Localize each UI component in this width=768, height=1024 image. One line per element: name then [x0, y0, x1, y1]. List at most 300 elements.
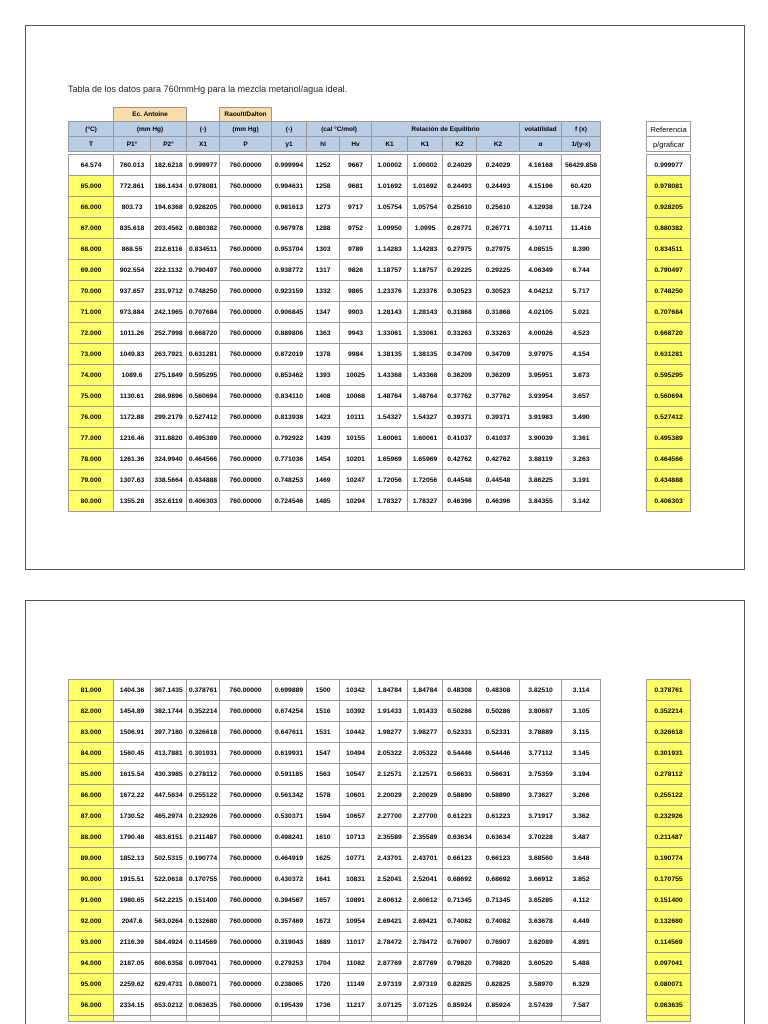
cell-pressure: 760.00000 [220, 239, 272, 260]
cell-k1-repeat: 2.35589 [408, 827, 443, 848]
cell-y1: 0.938772 [272, 260, 307, 281]
table-row [69, 260, 691, 281]
cell-temperature: 85.000 [69, 764, 114, 785]
cell-fx: 3.487 [562, 827, 601, 848]
cell-reference: 0.495389 [647, 428, 691, 449]
spacer-cell [601, 428, 647, 449]
cell-x1: 0.278112 [187, 764, 220, 785]
cell-p2-vapor-pressure: 352.6119 [151, 491, 187, 512]
spacer-cell [601, 722, 647, 743]
cell-pressure: 760.00000 [220, 197, 272, 218]
cell-reference: 0.560694 [647, 386, 691, 407]
cell-pressure: 760.00000 [220, 848, 272, 869]
cell-y1: 0.771036 [272, 449, 307, 470]
cell-temperature: 93.000 [69, 932, 114, 953]
cell-k1: 1.18757 [372, 260, 408, 281]
cell-hl [307, 1016, 340, 1022]
cell-k2-repeat: 0.82825 [477, 974, 520, 995]
table-row [69, 491, 691, 512]
cell-hv: 10247 [340, 470, 372, 491]
cell-fx: 3.490 [562, 407, 601, 428]
cell-k2-repeat: 0.74082 [477, 911, 520, 932]
cell-temperature: 90.000 [69, 869, 114, 890]
cell-y1: 0.530371 [272, 806, 307, 827]
cell-k1-repeat: 1.91433 [408, 701, 443, 722]
cell-p1-vapor-pressure: 1672.22 [114, 785, 151, 806]
cell-y1: 0.853462 [272, 365, 307, 386]
cell-pressure: 760.00000 [220, 953, 272, 974]
cell-k2-repeat: 0.36209 [477, 365, 520, 386]
cell-p2-vapor-pressure: 194.6368 [151, 197, 187, 218]
cell-hv: 10494 [340, 743, 372, 764]
cell-alpha: 3.95951 [520, 365, 562, 386]
cell-x1: 0.978081 [187, 176, 220, 197]
cell-p2-vapor-pressure: 629.4731 [151, 974, 187, 995]
cell-k1-repeat: 1.65969 [408, 449, 443, 470]
cell-reference: 0.978081 [647, 176, 691, 197]
cell-reference: 0.595295 [647, 365, 691, 386]
cell-pressure [220, 1016, 272, 1022]
cell-pressure: 760.00000 [220, 176, 272, 197]
cell-alpha: 4.04212 [520, 281, 562, 302]
cell-p1-vapor-pressure: 1404.36 [114, 680, 151, 701]
cell-k1-repeat: 1.33061 [408, 323, 443, 344]
cell-k2: 0.24029 [443, 155, 477, 176]
cell-x1: 0.631281 [187, 344, 220, 365]
table-row [69, 848, 691, 869]
table-row [69, 995, 691, 1016]
cell-hl: 1673 [307, 911, 340, 932]
cell-reference: 0.080071 [647, 974, 691, 995]
cell-alpha: 4.16168 [520, 155, 562, 176]
cell-k2-repeat: 0.76907 [477, 932, 520, 953]
cell-k2-repeat: 0.41037 [477, 428, 520, 449]
cell-k1-repeat: 1.54327 [408, 407, 443, 428]
spacer-cell [601, 407, 647, 428]
cell-x1: 0.211487 [187, 827, 220, 848]
cell-hl: 1347 [307, 302, 340, 323]
header-symbol-fx: 1/(y-x) [562, 137, 601, 152]
cell-k1-repeat: 1.48764 [408, 386, 443, 407]
cell-p1-vapor-pressure: 1172.88 [114, 407, 151, 428]
cell-k2-repeat: 0.34709 [477, 344, 520, 365]
cell-k2: 0.52331 [443, 722, 477, 743]
cell-y1: 0.999994 [272, 155, 307, 176]
table-row [69, 869, 691, 890]
table-row [69, 323, 691, 344]
cell-reference: 0.668720 [647, 323, 691, 344]
header-symbols-row [69, 137, 691, 152]
cell-fx: 56429.858 [562, 155, 601, 176]
cell-fx: 5.021 [562, 302, 601, 323]
cell-p1-vapor-pressure: 803.73 [114, 197, 151, 218]
cell-hl: 1594 [307, 806, 340, 827]
table-row [69, 806, 691, 827]
spacer-cell [601, 239, 647, 260]
cell-p1-vapor-pressure: 1216.46 [114, 428, 151, 449]
table-row [69, 785, 691, 806]
cell-hl: 1720 [307, 974, 340, 995]
cell-hv: 10442 [340, 722, 372, 743]
cell-hv: 10891 [340, 890, 372, 911]
header-symbol-y1: y1 [272, 137, 307, 152]
cell-temperature: 64.574 [69, 155, 114, 176]
cell-fx: 6.744 [562, 260, 601, 281]
cell-pressure: 760.00000 [220, 911, 272, 932]
header-symbol-k1: K1 [372, 137, 408, 152]
cell-alpha: 3.86225 [520, 470, 562, 491]
cell-y1: 0.464919 [272, 848, 307, 869]
header-symbol-hv: Hv [340, 137, 372, 152]
cell-k1-repeat: 1.05754 [408, 197, 443, 218]
cell-p2-vapor-pressure: 584.4924 [151, 932, 187, 953]
data-table [68, 679, 691, 1022]
header-blank [69, 108, 114, 122]
cell-k1: 1.54327 [372, 407, 408, 428]
cell-pressure: 760.00000 [220, 890, 272, 911]
cell-k2-repeat: 0.61223 [477, 806, 520, 827]
cell-pressure: 760.00000 [220, 785, 272, 806]
cell-k2: 0.63634 [443, 827, 477, 848]
cell-p1-vapor-pressure: 1307.63 [114, 470, 151, 491]
cell-k2-repeat: 0.46396 [477, 491, 520, 512]
cell-temperature: 70.000 [69, 281, 114, 302]
cell-hv: 10201 [340, 449, 372, 470]
cell-k1-repeat: 1.28143 [408, 302, 443, 323]
cell-hl: 1563 [307, 764, 340, 785]
cell-fx: 11.416 [562, 218, 601, 239]
cell-reference: 0.097041 [647, 953, 691, 974]
cell-k2-repeat: 0.79820 [477, 953, 520, 974]
cell-y1: 0.981613 [272, 197, 307, 218]
cell-fx: 3.873 [562, 365, 601, 386]
table-row [69, 974, 691, 995]
cell-y1: 0.994631 [272, 176, 307, 197]
cell-alpha: 3.63678 [520, 911, 562, 932]
cell-k1: 1.14283 [372, 239, 408, 260]
spacer-cell [601, 932, 647, 953]
cell-k1: 1.28143 [372, 302, 408, 323]
cell-p2-vapor-pressure: 430.3985 [151, 764, 187, 785]
cell-alpha: 4.06349 [520, 260, 562, 281]
header-symbol-reference: p/graficar [647, 137, 691, 152]
cell-k2: 0.68692 [443, 869, 477, 890]
cell-pressure: 760.00000 [220, 806, 272, 827]
cell-fx: 3.114 [562, 680, 601, 701]
cell-hl: 1689 [307, 932, 340, 953]
cell-pressure: 760.00000 [220, 974, 272, 995]
cell-k1-repeat: 2.60612 [408, 890, 443, 911]
header-unit-y1: (-) [272, 122, 307, 137]
header-blank [601, 137, 647, 152]
cell-k1 [372, 1016, 408, 1022]
cell-k1-repeat: 2.52041 [408, 869, 443, 890]
cell-k2-repeat: 0.63634 [477, 827, 520, 848]
cell-hv: 9903 [340, 302, 372, 323]
cell-hv: 10342 [340, 680, 372, 701]
cell-k2-repeat: 0.71345 [477, 890, 520, 911]
cell-reference: 0.326618 [647, 722, 691, 743]
cell-k1-repeat: 1.01692 [408, 176, 443, 197]
cell-temperature: 67.000 [69, 218, 114, 239]
spacer-cell [601, 260, 647, 281]
cell-y1: 0.674254 [272, 701, 307, 722]
cell-hv: 10954 [340, 911, 372, 932]
header-blank [601, 122, 647, 137]
cell-reference: 0.880382 [647, 218, 691, 239]
cell-p1-vapor-pressure: 1980.65 [114, 890, 151, 911]
cell-k2-repeat: 0.24493 [477, 176, 520, 197]
cell-k2: 0.71345 [443, 890, 477, 911]
cell-y1: 0.279253 [272, 953, 307, 974]
cell-k1-repeat: 2.05322 [408, 743, 443, 764]
cell-p1-vapor-pressure: 1790.48 [114, 827, 151, 848]
cell-p2-vapor-pressure: 542.2215 [151, 890, 187, 911]
cell-y1: 0.748253 [272, 470, 307, 491]
cell-k2-repeat: 0.44548 [477, 470, 520, 491]
cell-k2-repeat [477, 1016, 520, 1022]
cell-p2-vapor-pressure [151, 1016, 187, 1022]
cell-k1-repeat: 1.43368 [408, 365, 443, 386]
cell-y1: 0.967978 [272, 218, 307, 239]
cell-k1: 1.43368 [372, 365, 408, 386]
cell-pressure: 760.00000 [220, 302, 272, 323]
header-unit-vapor-pressure: (mm Hg) [114, 122, 187, 137]
header-symbol-p: P [220, 137, 272, 152]
cell-temperature: 72.000 [69, 323, 114, 344]
header-unit-enthalpy: (cal °C/mol) [307, 122, 372, 137]
cell-pressure: 760.00000 [220, 491, 272, 512]
cell-pressure: 760.00000 [220, 701, 272, 722]
cell-k2: 0.50286 [443, 701, 477, 722]
cell-temperature [69, 1016, 114, 1022]
header-unit-pressure: (mm Hg) [220, 122, 272, 137]
cell-fx: 4.891 [562, 932, 601, 953]
cell-x1 [187, 1016, 220, 1022]
cell-x1: 0.301931 [187, 743, 220, 764]
cell-k1-repeat: 1.78327 [408, 491, 443, 512]
cell-k1-repeat: 1.23376 [408, 281, 443, 302]
cell-hl: 1610 [307, 827, 340, 848]
header-unit-x1: (-) [187, 122, 220, 137]
cell-pressure: 760.00000 [220, 428, 272, 449]
spacer-cell [601, 323, 647, 344]
cell-k2-repeat: 0.85924 [477, 995, 520, 1016]
cell-p2-vapor-pressure: 447.5634 [151, 785, 187, 806]
cell-p1-vapor-pressure: 1915.51 [114, 869, 151, 890]
spacer-cell [601, 827, 647, 848]
cell-temperature: 76.000 [69, 407, 114, 428]
cell-k1-repeat: 1.14283 [408, 239, 443, 260]
header-volatility: volatilidad [520, 122, 562, 137]
cell-k1-repeat: 2.97319 [408, 974, 443, 995]
cell-temperature: 75.000 [69, 386, 114, 407]
cell-k1: 2.05322 [372, 743, 408, 764]
cell-alpha: 3.78889 [520, 722, 562, 743]
page-title: Tabla de los datos para 760mmHg para la mezcla metanol/agua ideal. [68, 84, 348, 94]
cell-hv: 10771 [340, 848, 372, 869]
cell-k1: 2.12571 [372, 764, 408, 785]
cell-hv: 9865 [340, 281, 372, 302]
cell-alpha: 4.12938 [520, 197, 562, 218]
table-row [69, 155, 691, 176]
header-symbol-alpha: α [520, 137, 562, 152]
cell-hv: 9667 [340, 155, 372, 176]
spacer-cell [601, 764, 647, 785]
cell-p2-vapor-pressure: 275.1849 [151, 365, 187, 386]
cell-y1: 0.591185 [272, 764, 307, 785]
table-row [69, 911, 691, 932]
cell-alpha: 3.97975 [520, 344, 562, 365]
cell-k1-repeat: 3.07125 [408, 995, 443, 1016]
cell-fx: 3.648 [562, 848, 601, 869]
cell-k2: 0.61223 [443, 806, 477, 827]
cell-fx: 18.724 [562, 197, 601, 218]
cell-alpha: 3.68560 [520, 848, 562, 869]
table-row [69, 239, 691, 260]
cell-pressure: 760.00000 [220, 827, 272, 848]
cell-fx: 3.362 [562, 806, 601, 827]
cell-k2: 0.54446 [443, 743, 477, 764]
cell-hl: 1736 [307, 995, 340, 1016]
cell-fx: 60.420 [562, 176, 601, 197]
table-row [69, 764, 691, 785]
table-row [69, 932, 691, 953]
spacer-cell [601, 176, 647, 197]
cell-reference: 0.999977 [647, 155, 691, 176]
cell-temperature: 92.000 [69, 911, 114, 932]
cell-y1: 0.872019 [272, 344, 307, 365]
spacer-cell [601, 281, 647, 302]
cell-reference: 0.255122 [647, 785, 691, 806]
cell-hl: 1288 [307, 218, 340, 239]
cell-p2-vapor-pressure: 286.9896 [151, 386, 187, 407]
cell-alpha: 3.73627 [520, 785, 562, 806]
cell-x1: 0.378761 [187, 680, 220, 701]
cell-pressure: 760.00000 [220, 218, 272, 239]
cell-pressure: 760.00000 [220, 323, 272, 344]
cell-hl: 1332 [307, 281, 340, 302]
cell-k1-repeat: 2.43701 [408, 848, 443, 869]
cell-k2: 0.46396 [443, 491, 477, 512]
cell-alpha: 3.65285 [520, 890, 562, 911]
spacer-cell [601, 890, 647, 911]
cell-hv: 10294 [340, 491, 372, 512]
cell-alpha: 3.66912 [520, 869, 562, 890]
cell-temperature: 79.000 [69, 470, 114, 491]
cell-k1: 1.05754 [372, 197, 408, 218]
cell-pressure: 760.00000 [220, 470, 272, 491]
cell-p1-vapor-pressure: 902.554 [114, 260, 151, 281]
cell-reference: 0.278112 [647, 764, 691, 785]
cell-p2-vapor-pressure: 483.6151 [151, 827, 187, 848]
cell-p1-vapor-pressure: 973.884 [114, 302, 151, 323]
cell-x1: 0.326618 [187, 722, 220, 743]
cell-y1: 0.953704 [272, 239, 307, 260]
cell-alpha: 3.62089 [520, 932, 562, 953]
spacer-cell [601, 953, 647, 974]
cell-hl: 1547 [307, 743, 340, 764]
cell-hv: 10547 [340, 764, 372, 785]
cell-alpha: 3.80687 [520, 701, 562, 722]
cell-reference [647, 1016, 691, 1022]
cell-p2-vapor-pressure: 182.6218 [151, 155, 187, 176]
header-unit-temperature: (°C) [69, 122, 114, 137]
cell-k2: 0.48308 [443, 680, 477, 701]
cell-p1-vapor-pressure: 1089.6 [114, 365, 151, 386]
header-equilibrium-relation: Relación de Equilibrio [372, 122, 520, 137]
cell-pressure: 760.00000 [220, 365, 272, 386]
cell-p2-vapor-pressure: 212.6116 [151, 239, 187, 260]
cell-hl: 1578 [307, 785, 340, 806]
cell-y1: 0.923159 [272, 281, 307, 302]
cell-hv: 9681 [340, 176, 372, 197]
cell-p1-vapor-pressure: 2334.15 [114, 995, 151, 1016]
data-table [68, 107, 691, 512]
cell-k1: 1.00002 [372, 155, 408, 176]
cell-y1: 0.195439 [272, 995, 307, 1016]
cell-alpha: 3.93954 [520, 386, 562, 407]
cell-alpha: 3.58970 [520, 974, 562, 995]
cell-fx: 4.112 [562, 890, 601, 911]
cell-k1: 2.69421 [372, 911, 408, 932]
table-row [69, 386, 691, 407]
cell-hl: 1273 [307, 197, 340, 218]
table-row [69, 407, 691, 428]
cell-x1: 0.255122 [187, 785, 220, 806]
cell-k1: 1.60061 [372, 428, 408, 449]
cell-alpha: 3.90039 [520, 428, 562, 449]
spacer-cell [601, 869, 647, 890]
header-symbol-k2: K2 [477, 137, 520, 152]
header-symbol-p2: P2° [151, 137, 187, 152]
cell-hv: 11017 [340, 932, 372, 953]
cell-p1-vapor-pressure: 1355.28 [114, 491, 151, 512]
cell-hl: 1641 [307, 869, 340, 890]
cell-alpha: 4.15196 [520, 176, 562, 197]
cell-reference: 0.434888 [647, 470, 691, 491]
cell-hl: 1393 [307, 365, 340, 386]
cell-k2: 0.25610 [443, 197, 477, 218]
cell-k1-repeat: 1.00002 [408, 155, 443, 176]
cell-k2: 0.44548 [443, 470, 477, 491]
cell-fx [562, 1016, 601, 1022]
cell-hl: 1252 [307, 155, 340, 176]
cell-p2-vapor-pressure: 465.2974 [151, 806, 187, 827]
cell-fx: 3.657 [562, 386, 601, 407]
cell-fx: 3.852 [562, 869, 601, 890]
cell-k1-repeat: 1.0995 [408, 218, 443, 239]
cell-p1-vapor-pressure: 1049.83 [114, 344, 151, 365]
cell-temperature: 73.000 [69, 344, 114, 365]
cell-p2-vapor-pressure: 397.7180 [151, 722, 187, 743]
cell-fx: 3.105 [562, 701, 601, 722]
cell-k1-repeat: 2.69421 [408, 911, 443, 932]
table-row [69, 470, 691, 491]
cell-x1: 0.132680 [187, 911, 220, 932]
spacer-cell [601, 344, 647, 365]
cell-x1: 0.097041 [187, 953, 220, 974]
cell-k1: 1.78327 [372, 491, 408, 512]
cell-x1: 0.464566 [187, 449, 220, 470]
cell-k1: 1.09950 [372, 218, 408, 239]
cell-k1: 1.33061 [372, 323, 408, 344]
cell-k1-repeat: 1.18757 [408, 260, 443, 281]
cell-k1: 1.38135 [372, 344, 408, 365]
cell-p2-vapor-pressure: 222.1132 [151, 260, 187, 281]
table-row [69, 953, 691, 974]
cell-alpha: 4.08515 [520, 239, 562, 260]
